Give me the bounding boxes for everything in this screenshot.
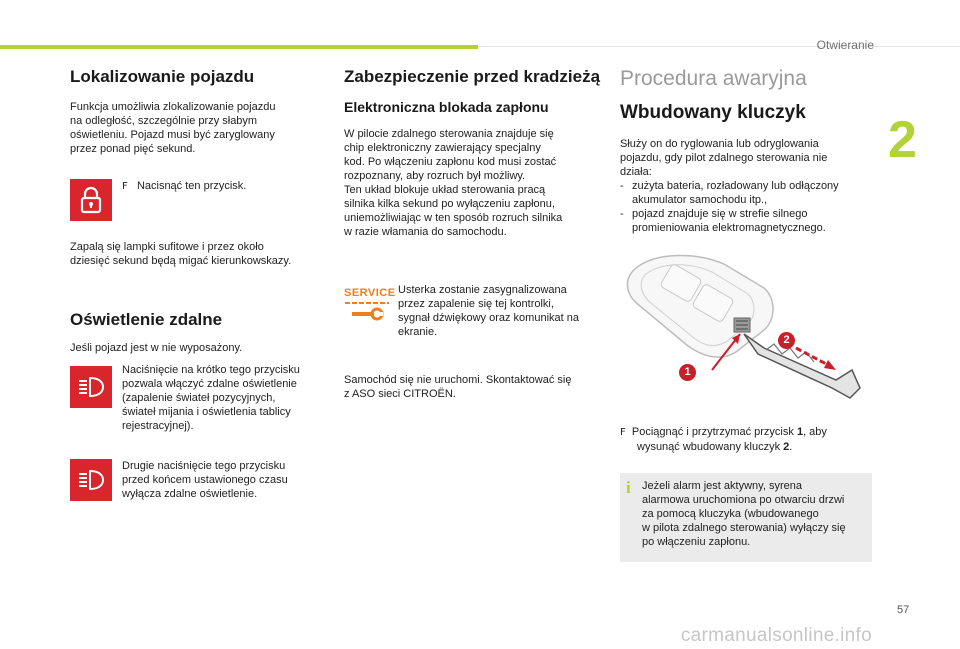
- text-line: w pilota zdalnego sterowania) wyłączy się: [642, 522, 846, 534]
- text-line: po włączeniu zapłonu.: [642, 536, 751, 548]
- text-line: wyłącza zdalne oświetlenie.: [122, 488, 258, 500]
- key-ref-2: 2: [783, 441, 790, 453]
- button-ref-1: 1: [796, 426, 804, 438]
- text-line: oświetleniu. Pojazd musi być zaryglowany: [70, 129, 275, 141]
- text-line: na odległość, szczególnie przy słabym: [70, 115, 258, 127]
- header-accent-bar: [0, 45, 478, 49]
- text-line: Naciśnięcie na krótko tego przycisku: [122, 364, 300, 376]
- text-line: Samochód się nie uruchomi. Skontaktować się: [344, 374, 572, 386]
- text-line: alarmowa uruchomiona po otwarciu drzwi: [642, 494, 845, 506]
- service-label: SERVICE: [344, 287, 396, 299]
- heading-anti-theft: Zabezpieczenie przed kradzieżą: [344, 67, 601, 86]
- text-line: kod. Po włączeniu zapłonu kod musi zostać: [344, 156, 557, 168]
- text-line: Drugie naciśnięcie tego przycisku: [122, 460, 286, 472]
- lighting-paragraph-1: [122, 363, 300, 433]
- text-line: akumulator samochodu itp.,: [632, 194, 768, 206]
- text-line: chip elektroniczny zawierający specjalny: [344, 142, 541, 154]
- text-line: przed końcem ustawionego czasu: [122, 474, 288, 486]
- text-line: rozpoznany, aby rozruch był możliwy.: [344, 170, 526, 182]
- remote-lighting-icon: [70, 366, 112, 408]
- text-fragment: , aby: [803, 426, 827, 438]
- heading-emergency-procedure: Procedura awaryjna: [620, 67, 807, 90]
- text-line: za pomocą kluczyka (wbudowanego: [642, 508, 819, 520]
- text-line: Jeżeli alarm jest aktywny, syrena: [642, 480, 802, 492]
- text-line: silnika kilka sekund po wyłączeniu zapłonu,: [344, 198, 555, 210]
- contact-dealer-paragraph: [344, 373, 571, 401]
- text-line: (zapalenie świateł pozycyjnych,: [122, 392, 276, 404]
- text-line: świateł mijania i oświetlenia tablicy: [122, 406, 291, 418]
- watermark: carmanualsonline.info: [680, 625, 872, 646]
- text-line: sygnał dźwiękowy oraz komunikat na: [398, 312, 579, 324]
- text-line: przez ponad pięć sekund.: [70, 143, 196, 155]
- text-line: Ten układ blokuje układ sterowania pracą: [344, 184, 546, 196]
- text-fragment: .: [789, 441, 793, 453]
- text-fragment: Pociągnąć i przytrzymać przycisk: [631, 426, 797, 438]
- remote-lighting-icon: [70, 459, 112, 501]
- text-line: z ASO sieci CITROËN.: [344, 388, 456, 400]
- text-line: W pilocie zdalnego sterowania znajduje się: [344, 128, 554, 140]
- bullet-dash: -: [620, 180, 624, 192]
- text-line: dziesięć sekund będą migać kierunkowskazy.: [70, 255, 292, 267]
- text-line: Zapalą się lampki sufitowe i przez około: [70, 241, 264, 253]
- text-line: rejestracyjnej).: [122, 420, 194, 432]
- text-line: zużyta bateria, rozładowany lub odłączony: [632, 180, 839, 192]
- key-fob-illustration: [616, 248, 872, 414]
- chapter-number: 2: [888, 111, 917, 169]
- text-line: działa:: [620, 166, 652, 178]
- text-line: przez zapalenie się tej kontrolki,: [398, 298, 554, 310]
- list-item: [620, 207, 880, 235]
- step-text: Nacisnąć ten przycisk.: [136, 180, 247, 192]
- lighting-intro: Jeśli pojazd jest w nie wyposażony.: [70, 342, 243, 354]
- immobiliser-paragraph: [344, 127, 562, 239]
- heading-locate-vehicle: Lokalizowanie pojazdu: [70, 67, 255, 86]
- text-line: Usterka zostanie zasygnalizowana: [398, 284, 567, 296]
- text-line: ekranie.: [398, 326, 438, 338]
- text-fragment: wysunąć wbudowany kluczyk: [637, 441, 784, 453]
- header-rule: [478, 46, 960, 47]
- heading-remote-lighting: Oświetlenie zdalne: [70, 310, 223, 329]
- locate-step: [122, 179, 246, 194]
- text-line: Służy on do ryglowania lub odryglowania: [620, 138, 819, 150]
- section-title: Otwieranie: [816, 38, 874, 52]
- lighting-paragraph-2: [122, 459, 288, 501]
- heading-integral-key: Wbudowany kluczyk: [620, 102, 806, 123]
- padlock-icon: [70, 179, 112, 221]
- locate-result: [70, 240, 291, 268]
- bullet-dash: -: [620, 208, 624, 220]
- integral-key-paragraph: [620, 137, 880, 235]
- text-line: promieniowania elektromagnetycznego.: [632, 222, 826, 234]
- service-wrench-icon: [344, 287, 396, 329]
- text-line: Funkcja umożliwia zlokalizowanie pojazdu: [70, 101, 276, 113]
- info-note-text: [642, 479, 870, 549]
- text-line: w razie włamania do samochodu.: [344, 226, 507, 238]
- callout-2: 2: [778, 332, 795, 349]
- checklist-icon: F: [620, 427, 626, 438]
- text-line: pozwala włączyć zdalne oświetlenie: [122, 378, 297, 390]
- info-icon: i: [626, 478, 631, 497]
- checklist-icon: F: [122, 181, 128, 192]
- integral-key-step: [620, 425, 880, 454]
- callout-1: 1: [679, 364, 696, 381]
- locate-paragraph: [70, 100, 275, 156]
- text-line: uniemożliwiając w ten sposób rozruch silnika: [344, 212, 563, 224]
- service-paragraph: [398, 283, 579, 339]
- page-number: 57: [897, 604, 910, 616]
- text-line: pojazdu, gdy pilot zdalnego sterowania nie: [620, 152, 828, 164]
- list-item: [620, 179, 880, 207]
- text-line: pojazd znajduje się w strefie silnego: [632, 208, 808, 220]
- heading-immobiliser: Elektroniczna blokada zapłonu: [344, 99, 549, 115]
